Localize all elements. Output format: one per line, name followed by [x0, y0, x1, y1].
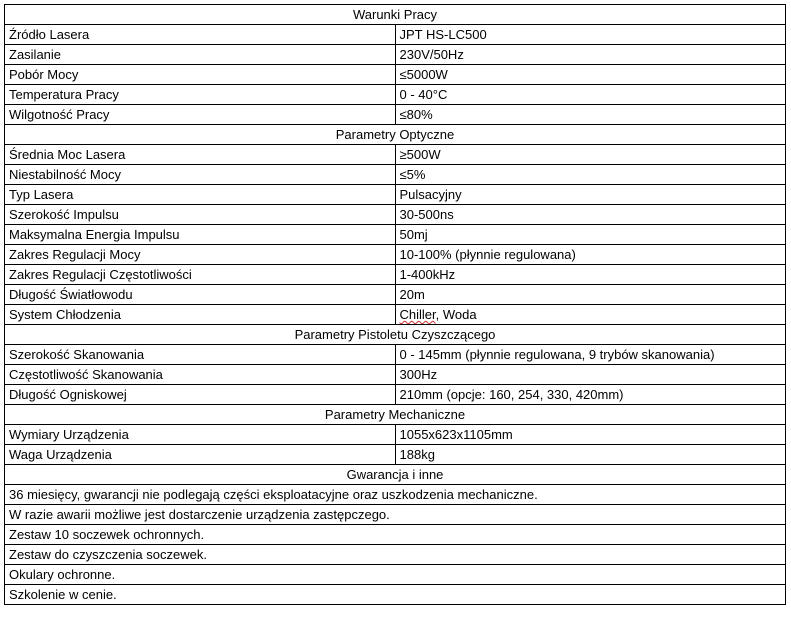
row-value: 30-500ns [395, 205, 786, 225]
list-item: Zestaw do czyszczenia soczewek. [5, 545, 786, 565]
row-value: ≥500W [395, 145, 786, 165]
row-value [395, 305, 786, 325]
row-label: Częstotliwość Skanowania [5, 365, 396, 385]
table-row [5, 585, 786, 605]
table-row [5, 105, 786, 125]
row-label: Długość Światłowodu [5, 285, 396, 305]
table-row [5, 365, 786, 385]
row-value: JPT HS-LC500 [395, 25, 786, 45]
row-value: 1055x623x1105mm [395, 425, 786, 445]
row-value: 300Hz [395, 365, 786, 385]
table-row [5, 185, 786, 205]
row-value: 0 - 40°C [395, 85, 786, 105]
spec-table [4, 4, 786, 605]
table-row [5, 345, 786, 365]
section-title-warunki-pracy: Warunki Pracy [5, 5, 786, 25]
row-value: 188kg [395, 445, 786, 465]
section-header-row [5, 5, 786, 25]
table-row [5, 525, 786, 545]
row-value: 10-100% (płynnie regulowana) [395, 245, 786, 265]
row-value: ≤5000W [395, 65, 786, 85]
section-title-parametry-pistoletu: Parametry Pistoletu Czyszczącego [5, 325, 786, 345]
table-row [5, 225, 786, 245]
section-header-row [5, 325, 786, 345]
list-item: 36 miesięcy, gwarancji nie podlegają części eksploatacyjne oraz uszkodzenia mechaniczne. [5, 485, 786, 505]
row-label: Zakres Regulacji Częstotliwości [5, 265, 396, 285]
row-label: System Chłodzenia [5, 305, 396, 325]
row-label: Długość Ogniskowej [5, 385, 396, 405]
row-value: 0 - 145mm (płynnie regulowana, 9 trybów skanowania) [395, 345, 786, 365]
table-row [5, 45, 786, 65]
table-row [5, 505, 786, 525]
section-header-row [5, 465, 786, 485]
table-row [5, 165, 786, 185]
table-row [5, 25, 786, 45]
table-row [5, 145, 786, 165]
section-title-parametry-mechaniczne: Parametry Mechaniczne [5, 405, 786, 425]
list-item: W razie awarii możliwe jest dostarczenie urządzenia zastępczego. [5, 505, 786, 525]
row-label: Średnia Moc Lasera [5, 145, 396, 165]
row-value: 20m [395, 285, 786, 305]
row-label: Waga Urządzenia [5, 445, 396, 465]
table-row [5, 305, 786, 325]
row-value: Pulsacyjny [395, 185, 786, 205]
row-label: Typ Lasera [5, 185, 396, 205]
row-label: Temperatura Pracy [5, 85, 396, 105]
table-row [5, 385, 786, 405]
table-row [5, 245, 786, 265]
row-label: Wilgotność Pracy [5, 105, 396, 125]
table-row [5, 285, 786, 305]
section-title-parametry-optyczne: Parametry Optyczne [5, 125, 786, 145]
row-label: Zakres Regulacji Mocy [5, 245, 396, 265]
table-row [5, 265, 786, 285]
list-item: Zestaw 10 soczewek ochronnych. [5, 525, 786, 545]
table-row [5, 485, 786, 505]
table-row [5, 65, 786, 85]
spellcheck-word: Chiller [399, 307, 436, 322]
table-row [5, 565, 786, 585]
row-label: Szerokość Impulsu [5, 205, 396, 225]
row-value-suffix: , Woda [435, 307, 477, 322]
row-value: 210mm (opcje: 160, 254, 330, 420mm) [395, 385, 786, 405]
section-title-gwarancja: Gwarancja i inne [5, 465, 786, 485]
list-item: Szkolenie w cenie. [5, 585, 786, 605]
row-value: 1-400kHz [395, 265, 786, 285]
row-value: 230V/50Hz [395, 45, 786, 65]
row-label: Zasilanie [5, 45, 396, 65]
row-value: 50mj [395, 225, 786, 245]
row-label: Źródło Lasera [5, 25, 396, 45]
row-label: Wymiary Urządzenia [5, 425, 396, 445]
section-header-row [5, 405, 786, 425]
row-label: Maksymalna Energia Impulsu [5, 225, 396, 245]
list-item: Okulary ochronne. [5, 565, 786, 585]
table-row [5, 85, 786, 105]
table-row [5, 545, 786, 565]
row-label: Niestabilność Mocy [5, 165, 396, 185]
table-row [5, 445, 786, 465]
row-label: Szerokość Skanowania [5, 345, 396, 365]
row-value: ≤5% [395, 165, 786, 185]
section-header-row [5, 125, 786, 145]
row-value: ≤80% [395, 105, 786, 125]
table-row [5, 205, 786, 225]
table-row [5, 425, 786, 445]
row-label: Pobór Mocy [5, 65, 396, 85]
